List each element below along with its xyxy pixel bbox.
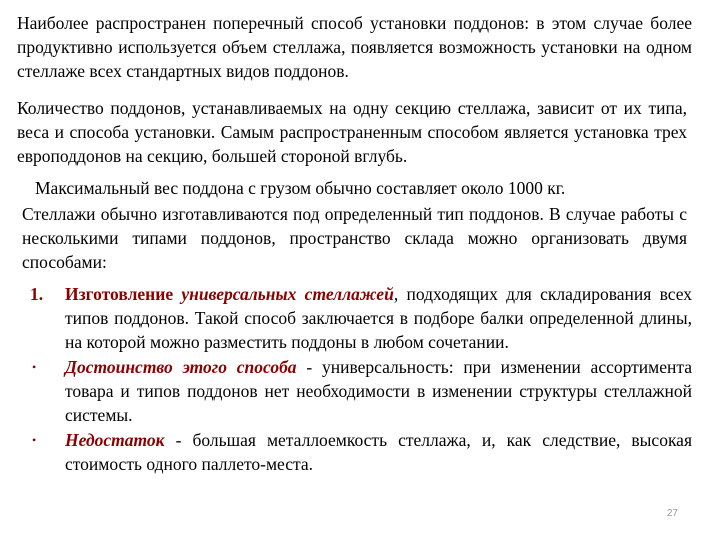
paragraph-pallet-count: Количество поддонов, устанавливаемых на одну секцию стеллажа, зависит от их типа, веса и способа установки. Самым распространенным способом является установка трех европоддонов на секцию, большей стороной вглубь. <box>17 98 687 166</box>
item-emphasis-text: универсальных стеллажей <box>181 284 394 304</box>
bullet-marker: • <box>32 433 37 447</box>
bullet-marker: • <box>32 360 37 374</box>
list-item-advantage <box>20 355 692 427</box>
paragraph-rack-types: Стеллажи обычно изготавливаются под определенный тип поддонов. В случае работы с несколькими типами поддонов, пространство склада можно организовать двумя способами: <box>22 204 687 272</box>
disadvantage-text: - большая металлоемкость стеллажа, и, как следствие, высокая стоимость одного паллето-места. <box>65 430 692 474</box>
list-number: 1. <box>30 284 44 304</box>
page-number: 27 <box>666 508 678 519</box>
list-item-universal-racks <box>20 282 692 354</box>
list-item-disadvantage <box>20 428 692 476</box>
methods-list <box>20 282 692 476</box>
advantage-text: - универсальность: при изменении ассортимента товара и типов поддонов нет необходимости в изменении структуры стеллажной системы. <box>65 357 692 425</box>
item-lead-text: Изготовление <box>65 284 174 304</box>
paragraph-transverse-installation: Наиболее распространен поперечный способ установки поддонов: в этом случае более продуктивно используется объем стеллажа, появляется возможность установки на одном стеллаже всех стандартных видов поддонов. <box>17 13 692 81</box>
paragraph-max-weight: Максимальный вес поддона с грузом обычно составляет около 1000 кг. <box>35 178 566 198</box>
advantage-label: Достоинство этого способа <box>65 357 297 377</box>
item-body-text: , подходящих для складирования всех типов поддонов. Такой способ заключается в подборе балки определенной длины, на которой можно разместить поддоны в любом сочетании. <box>65 284 692 352</box>
disadvantage-label: Недостаток <box>65 430 165 450</box>
